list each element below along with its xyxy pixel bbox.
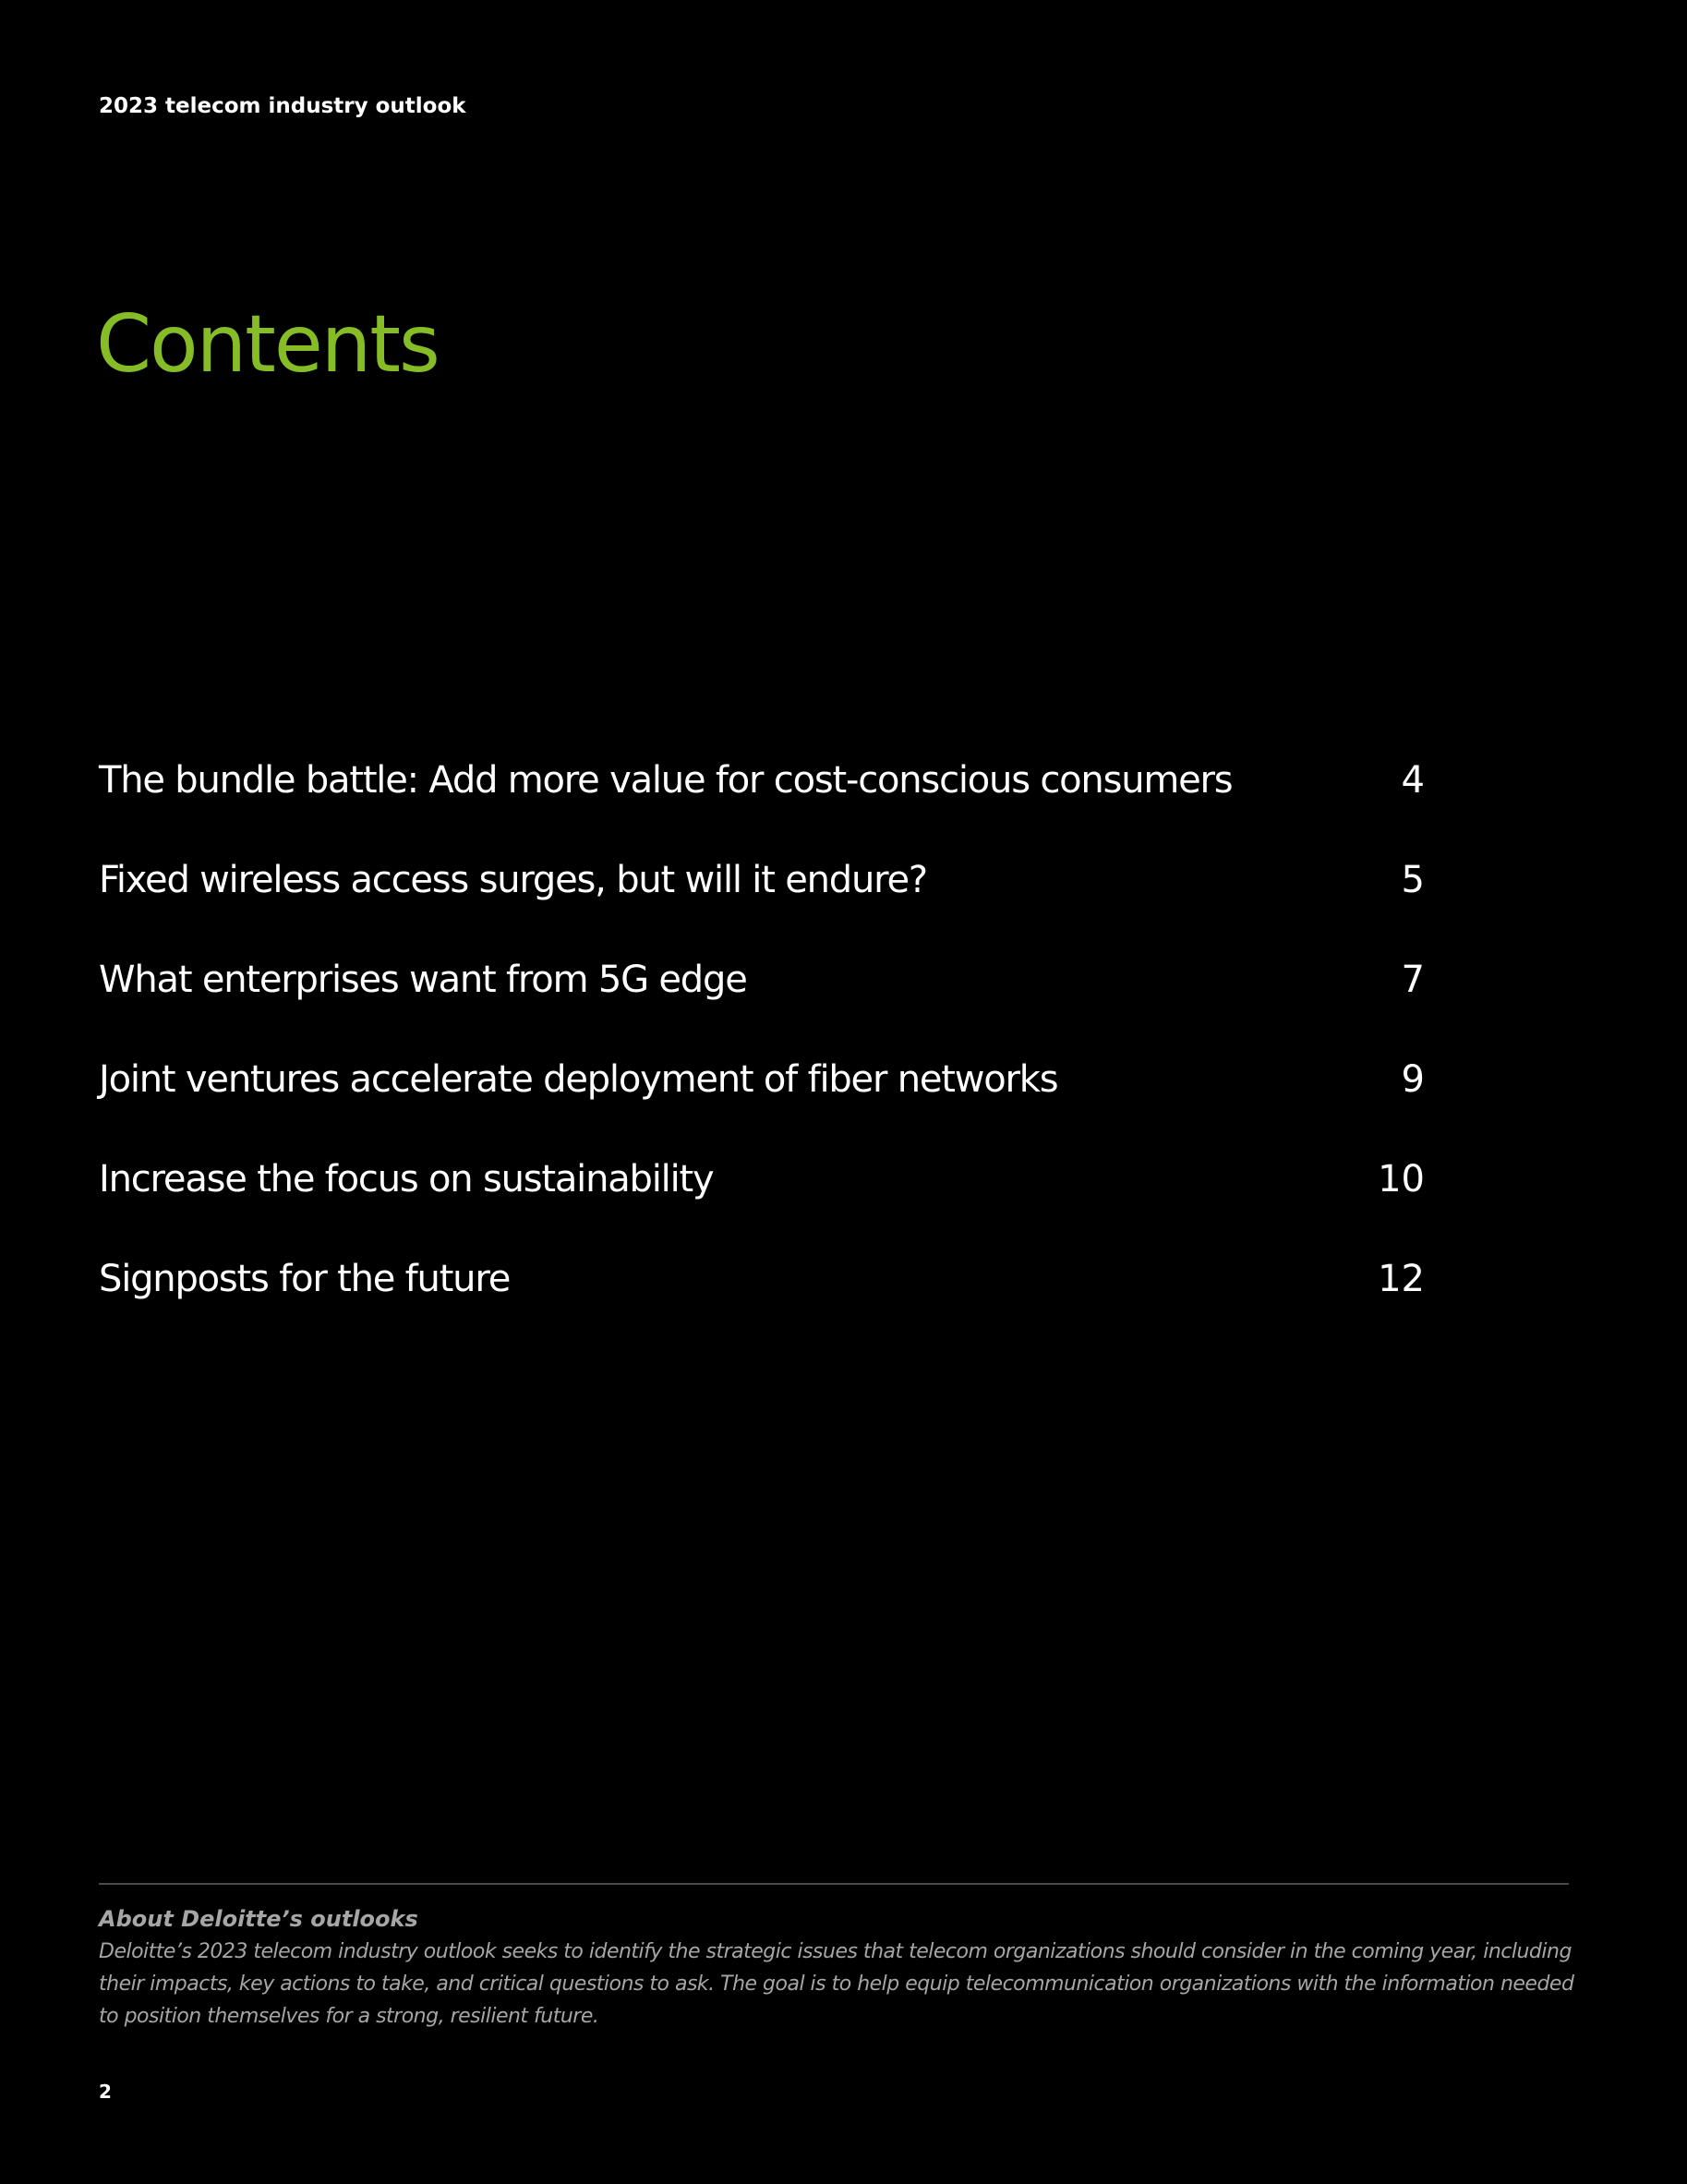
about-heading: About Deloitte’s outlooks: [99, 1906, 418, 1932]
toc-entry-page: 7: [1401, 959, 1425, 1001]
table-of-contents: [99, 748, 1425, 1346]
footer-divider: [99, 1883, 1569, 1885]
toc-entry-title: Signposts for the future: [99, 1258, 511, 1300]
toc-entry-page: 4: [1401, 759, 1425, 802]
toc-entry-page: 9: [1401, 1058, 1425, 1101]
page-number: 2: [99, 2081, 112, 2103]
toc-entry[interactable]: [99, 1147, 1425, 1247]
toc-entry[interactable]: [99, 1247, 1425, 1346]
toc-entry-title: What enterprises want from 5G edge: [99, 959, 747, 1001]
about-body: Deloitte’s 2023 telecom industry outlook seeks to identify the strategic issues that telecom organizations should consider in the coming year, including their impacts, key actions to take, and critical questions to ask. The goal is to help equip telecommunication organizations with the information needed to position themselves for a strong, resilient future.: [99, 1940, 1574, 2028]
toc-entry-page: 5: [1401, 859, 1425, 901]
toc-entry-page: 12: [1378, 1258, 1425, 1300]
page-title: Contents: [96, 298, 439, 391]
toc-entry-title: Joint ventures accelerate deployment of fiber networks: [99, 1058, 1058, 1101]
toc-entry[interactable]: [99, 848, 1425, 947]
running-header: 2023 telecom industry outlook: [99, 94, 466, 118]
toc-entry[interactable]: [99, 748, 1425, 848]
toc-entry-title: Fixed wireless access surges, but will it endure?: [99, 859, 927, 901]
toc-entry-title: Increase the focus on sustainability: [99, 1158, 714, 1201]
toc-entry-title: The bundle battle: Add more value for cost-conscious consumers: [99, 759, 1233, 802]
toc-entry-page: 10: [1378, 1158, 1425, 1201]
toc-entry[interactable]: [99, 947, 1425, 1047]
toc-entry[interactable]: [99, 1047, 1425, 1147]
